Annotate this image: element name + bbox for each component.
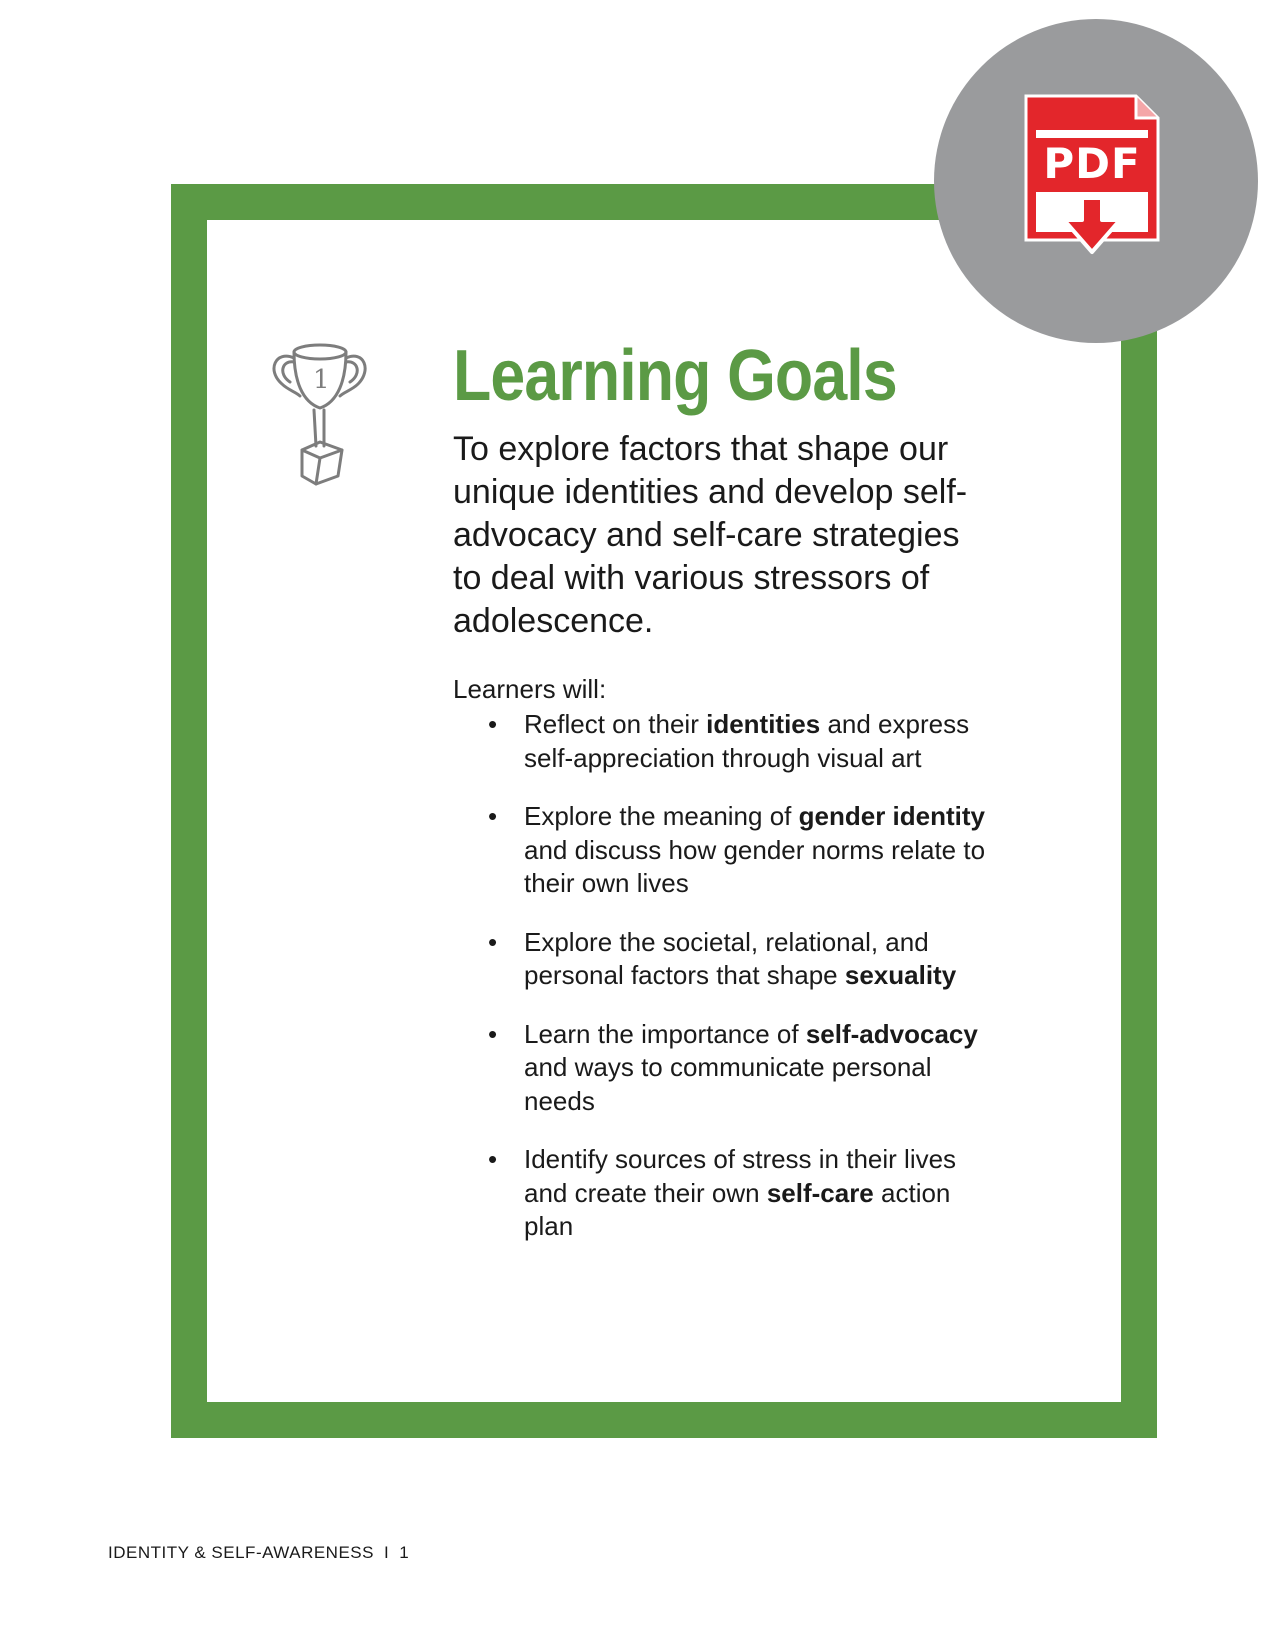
footer-section: IDENTITY & SELF-AWARENESS <box>108 1543 374 1562</box>
bullet-icon: • <box>488 926 498 957</box>
pdf-label: PDF <box>1043 139 1141 188</box>
bullet-icon: • <box>488 1144 498 1174</box>
learners-label: Learners will: <box>453 674 607 704</box>
trophy-icon <box>268 340 378 500</box>
bullet-icon: • <box>488 709 498 739</box>
list-item: • Explore the societal, relational, and personal factors that shape sexuality <box>488 926 957 990</box>
bullet-icon: • <box>488 801 498 831</box>
page-number: 1 <box>399 1543 410 1562</box>
list-item: • Identify sources of stress in their lives and create their own self-care action plan <box>488 1144 957 1241</box>
page-footer <box>108 1543 409 1563</box>
footer-separator: I <box>383 1543 390 1562</box>
pdf-download-button[interactable] <box>934 19 1258 343</box>
goals-list <box>488 708 988 1269</box>
list-item: • Explore the meaning of gender identity and discuss how gender norms relate to their own lives <box>488 801 986 898</box>
bullet-icon: • <box>488 1018 498 1049</box>
list-item: • Learn the importance of self-advocacy and ways to communicate personal needs <box>488 1018 978 1116</box>
page-title: Learning Goals <box>453 336 897 416</box>
trophy-digit: 1 <box>313 365 330 395</box>
intro-paragraph: To explore factors that shape our unique identities and develop self-advocacy and self-care strategies to deal with various stressors of adolescence. <box>453 430 968 640</box>
list-item: • Reflect on their identities and express self-appreciation through visual art <box>488 709 970 773</box>
